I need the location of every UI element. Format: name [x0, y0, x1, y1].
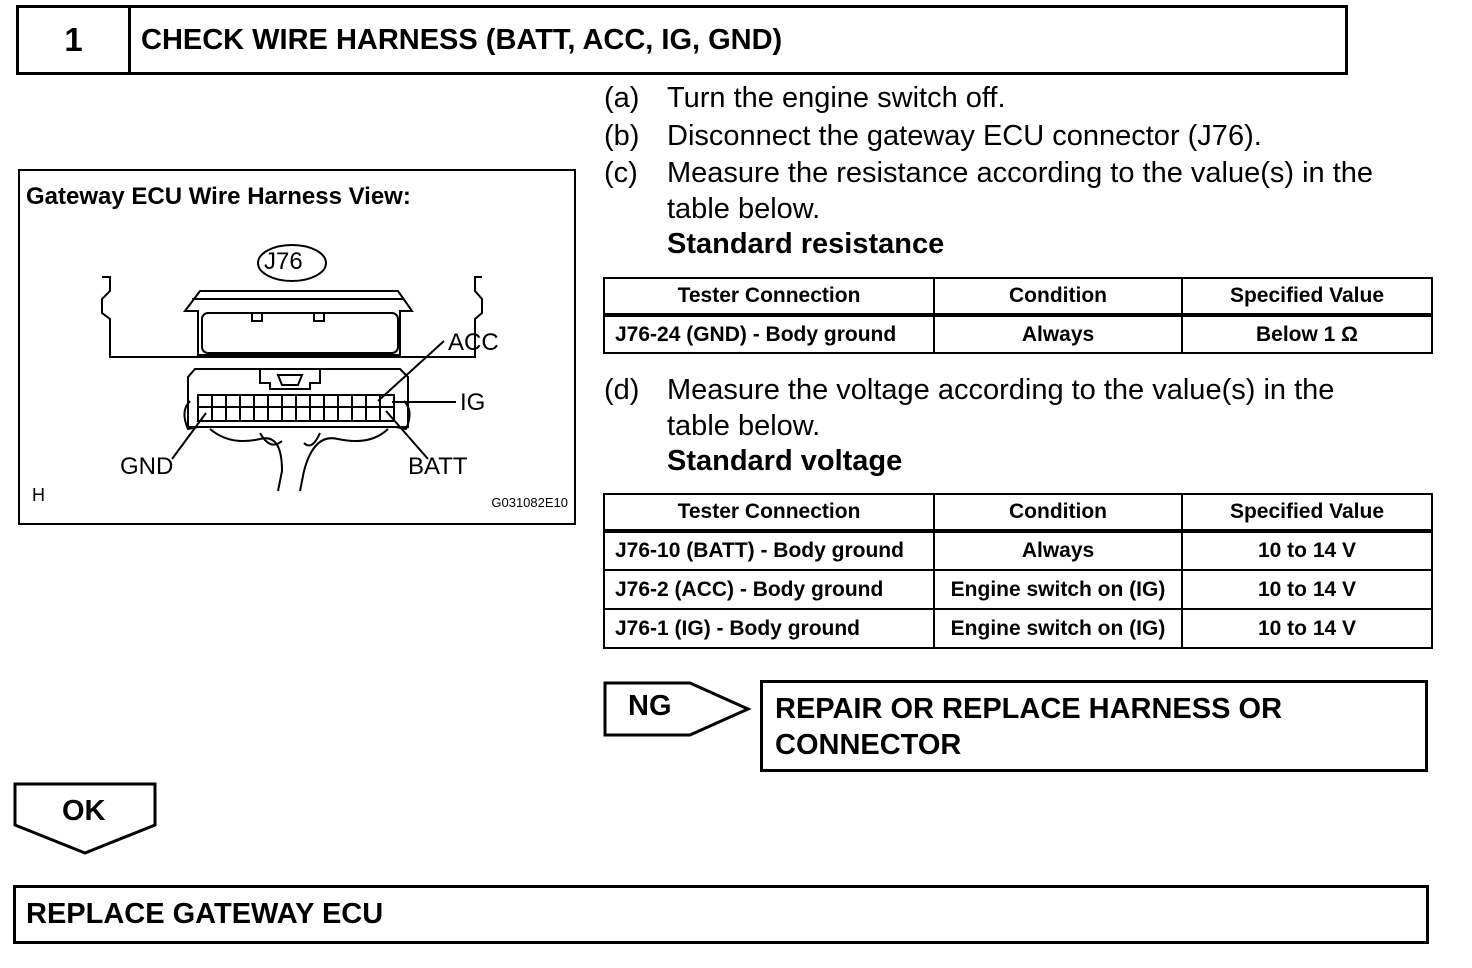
- table-cell: J76-10 (BATT) - Body ground: [604, 531, 934, 570]
- resistance-heading: Standard resistance: [667, 228, 945, 260]
- ng-result-line: REPAIR OR REPLACE HARNESS OR: [775, 693, 1283, 725]
- step-text: Turn the engine switch off.: [667, 82, 1006, 114]
- ok-result-box: [13, 885, 1429, 944]
- wire-bundle: [210, 429, 282, 491]
- step-label: (c): [604, 157, 638, 189]
- header-cell: Tester Connection: [604, 494, 934, 531]
- connector-label: J76: [264, 248, 303, 275]
- table-cell: J76-24 (GND) - Body ground: [604, 315, 934, 353]
- table-cell: J76-2 (ACC) - Body ground: [604, 570, 934, 609]
- header-cell: Specified Value: [1182, 278, 1432, 315]
- step-title: CHECK WIRE HARNESS (BATT, ACC, IG, GND): [141, 23, 783, 56]
- corner-mark: H: [32, 485, 45, 505]
- header-cell: Condition: [934, 278, 1182, 315]
- ng-result-line: CONNECTOR: [775, 729, 962, 761]
- figure-code: G031082E10: [491, 495, 568, 510]
- step-b: [604, 118, 1464, 154]
- voltage-table: [603, 493, 1433, 649]
- step-d: [604, 372, 1464, 444]
- step-header: [16, 5, 1348, 75]
- table-row: [604, 570, 1432, 609]
- batt-label: BATT: [408, 453, 468, 480]
- step-label: (a): [604, 82, 640, 114]
- step-label: (b): [604, 120, 640, 152]
- ng-result-box: [760, 680, 1428, 772]
- ok-result-text: REPLACE GATEWAY ECU: [26, 898, 384, 930]
- header-cell: Condition: [934, 494, 1182, 531]
- step-label: (d): [604, 374, 640, 406]
- step-a: [604, 80, 1464, 116]
- acc-leader: [378, 341, 444, 401]
- step-text: Disconnect the gateway ECU connector (J76).: [667, 120, 1262, 152]
- step-text: Measure the resistance according to the value(s) in the: [667, 157, 1374, 189]
- table-cell: 10 to 14 V: [1182, 609, 1432, 648]
- table-row: [604, 609, 1432, 648]
- table-header-row: [604, 494, 1432, 531]
- table-cell: J76-1 (IG) - Body ground: [604, 609, 934, 648]
- upper-housing: [185, 291, 412, 355]
- table-cell: Engine switch on (IG): [934, 609, 1182, 648]
- ok-label: OK: [62, 795, 106, 827]
- acc-label: ACC: [448, 329, 499, 356]
- ig-label: IG: [460, 389, 486, 416]
- table-cell: Below 1 Ω: [1182, 315, 1432, 353]
- step-text-cont: table below.: [667, 410, 821, 442]
- figure-title: Gateway ECU Wire Harness View:: [26, 183, 411, 210]
- resistance-table: [603, 277, 1433, 354]
- step-text-cont: table below.: [667, 193, 821, 225]
- table-cell: Always: [934, 531, 1182, 570]
- table-header-row: [604, 278, 1432, 315]
- instruction-list: [604, 80, 1464, 230]
- ng-arrow-shape: [602, 680, 754, 740]
- table-cell: Engine switch on (IG): [934, 570, 1182, 609]
- step-number: 1: [19, 8, 131, 72]
- lower-housing: [188, 369, 408, 427]
- table-cell: 10 to 14 V: [1182, 570, 1432, 609]
- header-cell: Tester Connection: [604, 278, 934, 315]
- ng-label: NG: [628, 690, 672, 722]
- wire-harness-figure: [18, 169, 576, 525]
- voltage-heading: Standard voltage: [667, 445, 903, 477]
- gnd-label: GND: [120, 453, 174, 480]
- table-cell: 10 to 14 V: [1182, 531, 1432, 570]
- table-cell: Always: [934, 315, 1182, 353]
- table-row: [604, 315, 1432, 353]
- header-cell: Specified Value: [1182, 494, 1432, 531]
- step-text: Measure the voltage according to the value(s) in the: [667, 374, 1335, 406]
- table-row: [604, 531, 1432, 570]
- step-c: [604, 155, 1464, 227]
